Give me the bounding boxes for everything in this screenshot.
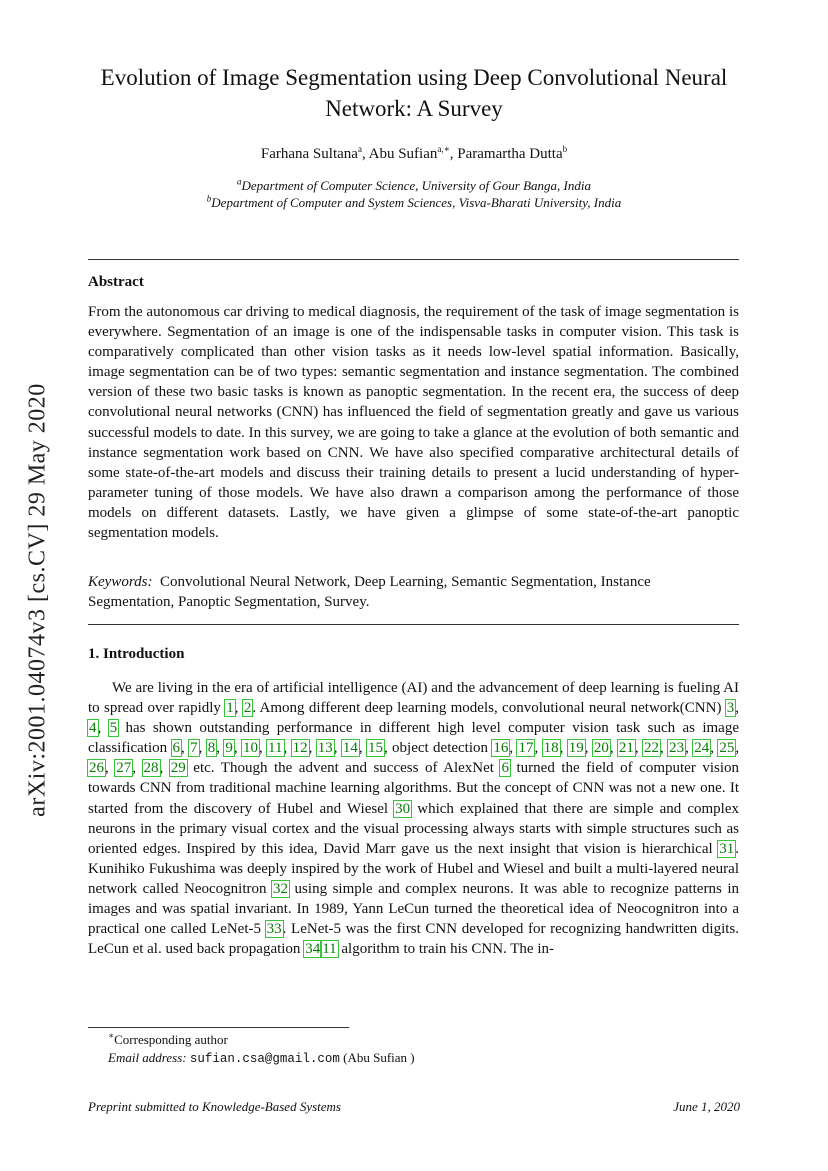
citation-link[interactable]: 24 [694,740,710,757]
citation-link[interactable]: 16 [493,740,509,757]
intro-text-segment: , [685,740,694,757]
intro-text-segment: , [735,700,740,717]
affiliation-a [80,177,748,194]
intro-text-segment: , [181,740,190,757]
footer-date: June 1, 2020 [673,1099,740,1114]
email-link[interactable]: sufian.csa@gmail.com [189,1052,340,1066]
divider-top [88,259,739,260]
citation-link[interactable]: 12 [292,740,308,757]
abstract-heading: Abstract [88,274,144,290]
affiliation-text: Department of Computer and System Sciences, Visva-Bharati University, India [211,195,622,210]
intro-text-segment: , [735,740,740,757]
divider-bottom [88,624,739,625]
intro-text-segment: , [233,740,242,757]
title-line-1: Evolution of Image Segmentation using Deep Convolutional Neural [100,65,728,90]
citation-link[interactable]: 31 [719,840,735,857]
citation-link[interactable]: 8 [207,740,216,757]
citation-link[interactable]: 11 [322,941,337,958]
citation-link[interactable]: 6 [172,740,180,757]
intro-text-segment: , [333,740,342,757]
keywords-label: Keywords: [88,574,153,590]
citation-link[interactable]: 21 [618,740,634,757]
affiliation-b [80,194,748,211]
citation-link[interactable]: 6 [501,760,509,777]
author-name: Abu Sufian [368,146,438,162]
citation-link[interactable]: 10 [242,740,258,757]
footnote [108,1031,415,1068]
footnote-corresponding [108,1031,415,1049]
intro-text-segment: , [609,740,618,757]
intro-text-segment: , object detection [383,740,493,757]
citation-link[interactable]: 9 [225,740,233,757]
affiliation-mark: a [237,176,242,187]
citation-link[interactable]: 17 [518,740,534,757]
citation-link[interactable]: 20 [593,740,609,757]
footnote-mark: ∗ [108,1030,115,1041]
intro-text-segment: which explained that there are simple and complex neurons in the primary visual cortex and the visual processing always starts with simple structures such as oriented edges. Inspired by this idea, David Marr gave us the next insight that vision is hierarchical [88,800,739,857]
author-name: Farhana Sultana [260,146,358,162]
intro-text-segment: , [534,740,543,757]
citation-link[interactable]: 34 [305,941,321,958]
citation-link[interactable]: 11 [268,740,283,757]
citation-link[interactable]: 7 [190,740,198,757]
citation-link[interactable]: 5 [109,720,118,737]
author-name: Paramartha Dutta [457,146,563,162]
footnote-corresponding-text: Corresponding author [114,1032,228,1047]
intro-text-segment: using simple and complex neurons. It was able to recognize patterns in images and was spatial invariant. In 1989, Yann LeCun turned the theoretical idea of Neocognitron into a practical one called LeNet-5 [88,880,739,938]
intro-text-segment: , [584,740,593,757]
intro-text-segment: , [559,740,568,757]
email-label: Email address: [108,1050,187,1065]
intro-text-segment: , [358,740,367,757]
citation-link[interactable]: 14 [342,740,358,757]
title-line-2: Network: A Survey [325,96,503,121]
intro-text-segment: . Kunihiko Fukushima was deeply inspired by the work of Hubel and Wiesel and built a multi-layered neural network called Neocognitron [88,840,739,897]
intro-text-segment: , [509,740,518,757]
intro-text-segment: . Among different deep learning models, convolutional neural network(CNN) [252,700,726,717]
author-list: Farhana Sultana$^a$, Abu Sufian$^{a,∗}$, Paramartha Dutta$^b$ [260,144,568,162]
citation-link[interactable]: 28 [143,760,159,777]
citation-link[interactable]: 3 [726,700,735,717]
keywords [88,572,739,612]
citation-link[interactable]: 13 [317,740,333,757]
intro-text-segment: , [198,740,207,757]
citation-link[interactable]: 23 [669,740,685,757]
intro-text-segment: , [132,760,143,777]
citation-link[interactable]: 26 [89,760,104,777]
intro-text-segment: , [234,700,243,717]
citation-link[interactable]: 15 [367,740,383,757]
intro-text-segment: , [634,740,644,757]
citation-link[interactable]: 33 [266,921,282,938]
citation-link[interactable]: 18 [543,740,559,757]
email-owner: (Abu Sufian ) [343,1050,415,1065]
citation-link[interactable]: 27 [116,760,132,777]
intro-text-segment: , [105,760,116,777]
intro-text-segment: has shown outstanding performance in different high level computer vision task such as image classification [88,720,739,757]
author-mark: a,∗ [437,144,450,154]
footnote-rule [88,1027,349,1028]
footer-journal: Preprint submitted to Knowledge-Based Systems [88,1099,341,1114]
intro-text-segment: , [159,760,170,777]
arxiv-identifier-text: arXiv:2001.04074v3 [cs.CV] 29 May 2020 [24,383,51,817]
intro-text-segment: , [660,740,669,757]
citation-link[interactable]: 32 [273,880,289,897]
intro-text-segment: , [710,740,719,757]
author-mark: b [562,144,568,154]
intro-text-segment: etc. Though the advent and success of AlexNet [186,760,501,777]
citation-link[interactable]: 4 [89,720,97,737]
intro-text-segment: , [258,740,268,757]
affiliations [80,177,748,211]
author-mark: a [357,144,362,154]
introduction-body [88,678,739,959]
paper-title [80,62,748,124]
intro-text-segment: , [97,720,109,737]
citation-link[interactable]: 2 [243,700,252,717]
citation-link[interactable]: 1 [226,700,234,717]
affiliation-mark: b [206,193,212,204]
intro-text-segment: , [283,740,292,757]
abstract-text: From the autonomous car driving to medical diagnosis, the requirement of the task of image segmentation is everywhere. Segmentation of an image is one of the indispensable tasks in computer vision. This task is comparatively complicated than other vision tasks as it needs low-level spatial information. Basically, image segmentation can be of two types: semantic segmentation and instance segmentation. The combined version of these two basic tasks is known as panoptic segmentation. In the recent era, the success of deep convolutional neural networks (CNN) has influenced the field of segmentation greatly and gave us various successful models to date. In this survey, we are going to take a glance at the evolution of both semantic and instance segmentation work based on CNN. We have also specified comparative architectural details of some state-of-the-art models and discuss their training details to present a lucid understanding of hyper-parameter tuning of those models. We have also drawn a comparison among the performance of those models on different datasets. Lastly, we have given a glimpse of some state-of-the-art panoptic segmentation models. [88,304,739,542]
citation-link[interactable]: 30 [395,800,411,817]
citation-link[interactable]: 29 [170,760,186,777]
section-heading-introduction: 1. Introduction [88,646,185,662]
intro-text-segment: algorithm to train his CNN. The in- [337,941,555,958]
intro-text-segment: turned the field of computer vision towards CNN from traditional machine learning algorithms. But the concept of CNN was not a new one. It started from the discovery of Hubel and Wiesel [88,760,740,817]
intro-text-segment: , [308,740,317,757]
intro-text-segment: . LeNet-5 was the first CNN developed for recognizing handwritten digits. LeCun et al. used back propagation [88,921,739,958]
intro-text-segment: , [216,740,225,757]
intro-text-segment: We are living in the era of artificial intelligence (AI) and the advancement of deep learning is fueling AI to spread over rapidly [88,680,739,717]
citation-link[interactable]: 25 [719,740,735,757]
citation-link[interactable]: 22 [644,740,660,757]
footnote-email [108,1049,415,1068]
affiliation-text: Department of Computer Science, University of Gour Banga, India [241,178,591,193]
keywords-text: Convolutional Neural Network, Deep Learning, Semantic Segmentation, Instance Segmentation, Panoptic Segmentation, Survey. [88,574,651,611]
citation-link[interactable]: 19 [568,740,584,757]
arxiv-identifier [18,350,58,850]
